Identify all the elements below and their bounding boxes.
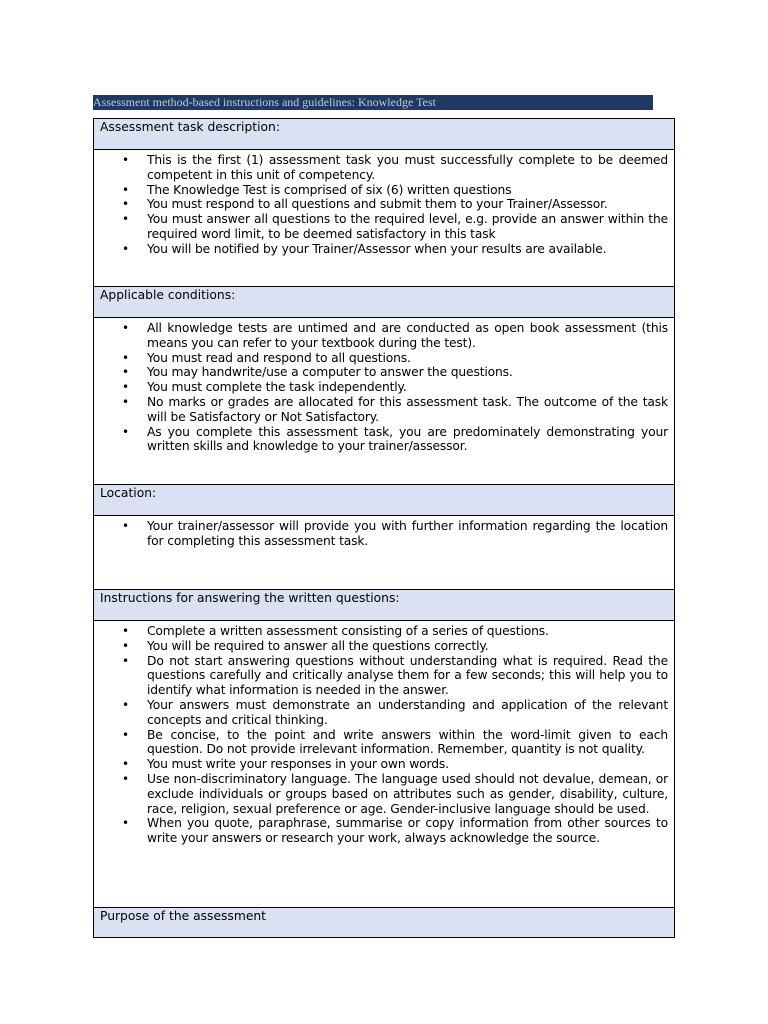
bullet-icon: • — [122, 638, 129, 653]
list-item: • Do not start answering questions without understanding what is required. Read the questions carefully and critically analyse them for a few seconds; this will help you to identify what information is needed in the answer. — [122, 653, 668, 698]
bullet-icon: • — [122, 321, 129, 335]
bullet-icon: • — [122, 365, 129, 380]
section-heading-answering-instructions: Instructions for answering the written questions: — [94, 590, 674, 621]
list-item: • The Knowledge Test is comprised of six (6) written questions — [122, 182, 512, 197]
bullet-list — [94, 321, 668, 454]
list-item: • No marks or grades are allocated for this assessment task. The outcome of the task will be Satisfactory or Not Satisfactory. — [122, 394, 668, 424]
section-heading-task-description: Assessment task description: — [94, 119, 674, 150]
list-item: • You must complete the task independently. — [122, 380, 407, 395]
bullet-icon: • — [122, 424, 129, 439]
bullet-icon: • — [122, 816, 129, 831]
section-heading-purpose: Purpose of the assessment — [94, 908, 674, 938]
bullet-icon: • — [122, 212, 129, 227]
list-item: • All knowledge tests are untimed and are conducted as open book assessment (this means you can refer to your textbook during the test). — [122, 321, 668, 350]
bullet-icon: • — [122, 394, 129, 409]
bullet-icon: • — [122, 697, 129, 712]
bullet-icon: • — [122, 182, 129, 197]
bullet-list — [94, 519, 668, 549]
bullet-list — [94, 153, 668, 257]
section-body-answering-instructions — [94, 621, 674, 908]
bullet-list — [94, 624, 668, 846]
bullet-icon: • — [122, 727, 129, 742]
list-item: • This is the first (1) assessment task you must successfully complete to be deemed competent in this unit of competency. — [122, 153, 668, 182]
list-item: • Use non-discriminatory language. The language used should not devalue, demean, or exclude individuals or groups based on attributes such as gender, disability, culture, race, religion, sexual preference or age. Gender-inclusive language should be used. — [122, 771, 668, 816]
list-item: • You must respond to all questions and submit them to your Trainer/Assessor. — [122, 197, 608, 212]
section-heading-applicable-conditions: Applicable conditions: — [94, 287, 674, 318]
bullet-icon: • — [122, 380, 129, 395]
bullet-icon: • — [122, 653, 129, 668]
bullet-icon: • — [122, 757, 129, 772]
bullet-icon: • — [122, 153, 129, 167]
list-item: • Complete a written assessment consisting of a series of questions. — [122, 624, 549, 638]
list-item: • You must write your responses in your own words. — [122, 757, 449, 772]
section-body-location — [94, 516, 674, 590]
section-body-task-description — [94, 150, 674, 287]
bullet-icon: • — [122, 519, 129, 533]
document-title-bar: Assessment method-based instructions and guidelines: Knowledge Test — [93, 95, 653, 110]
bullet-icon: • — [122, 771, 129, 786]
section-body-applicable-conditions — [94, 318, 674, 485]
bullet-icon: • — [122, 241, 129, 256]
list-item: • You must read and respond to all questions. — [122, 350, 411, 365]
list-item: • Your answers must demonstrate an understanding and application of the relevant concepts and critical thinking. — [122, 697, 668, 727]
list-item: • Be concise, to the point and write answers within the word-limit given to each question. Do not provide irrelevant information. Remember, quantity is not quality. — [122, 727, 668, 757]
list-item: • Your trainer/assessor will provide you with further information regarding the location for completing this assessment task. — [122, 519, 668, 548]
list-item: • You may handwrite/use a computer to answer the questions. — [122, 365, 513, 380]
bullet-icon: • — [122, 624, 129, 638]
list-item: • You will be required to answer all the questions correctly. — [122, 638, 489, 653]
instructions-table — [93, 118, 675, 938]
bullet-icon: • — [122, 197, 129, 212]
bullet-icon: • — [122, 350, 129, 365]
section-heading-location: Location: — [94, 485, 674, 516]
list-item: • When you quote, paraphrase, summarise or copy information from other sources to write your answers or research your work, always acknowledge the source. — [122, 816, 668, 846]
list-item: • You will be notified by your Trainer/Assessor when your results are available. — [122, 241, 607, 256]
list-item: • You must answer all questions to the required level, e.g. provide an answer within the required word limit, to be deemed satisfactory in this task — [122, 212, 668, 241]
list-item: • As you complete this assessment task, you are predominately demonstrating your written skills and knowledge to your trainer/assessor. — [122, 424, 668, 454]
